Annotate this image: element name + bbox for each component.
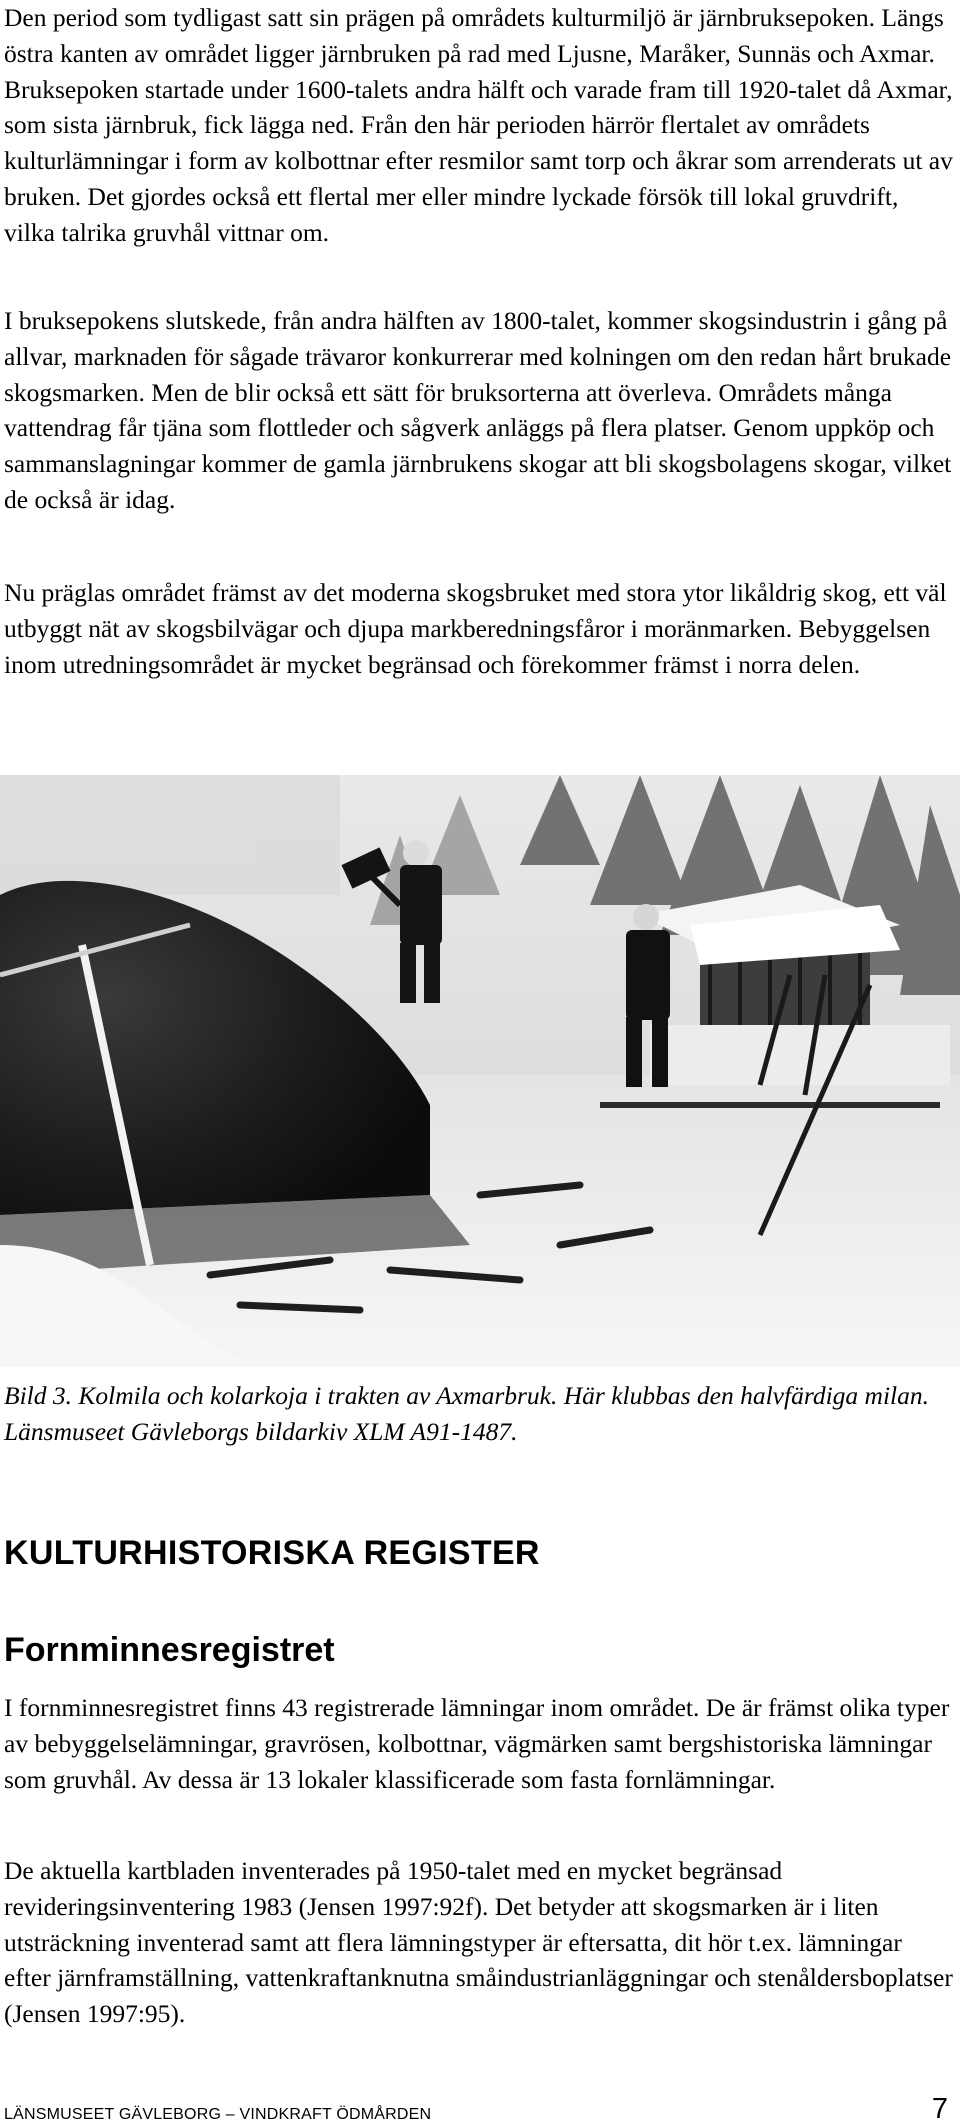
page-number: 7 [931, 2093, 948, 2125]
register-paragraph-1: I fornminnesregistret finns 43 registrerade lämningar inom området. De är främst olika typer av bebyggelselämningar, gravrösen, kolbottnar, vägmärken samt bergshistoriska lämningar som gruvhål. Av dessa är 13 lokaler klassificerade som fasta fornlämningar. [4, 1693, 950, 1794]
footer-publisher: LÄNSMUSEET GÄVLEBORG – VINDKRAFT ÖDMÅRDEN [4, 2106, 432, 2123]
section-heading: KULTURHISTORISKA REGISTER [4, 1534, 540, 1572]
figure-caption: Bild 3. Kolmila och kolarkoja i trakten av Axmarbruk. Här klubbas den halvfärdiga milan. Länsmuseet Gävleborgs bildarkiv XLM A91-1487. [4, 1381, 929, 1446]
register-paragraph-2: De aktuella kartbladen inventerades på 1950-talet med en mycket begränsad revideringsinventering 1983 (Jensen 1997:92f). Det betyder att skogsmarken är i liten utsträckning inventerad samt att flera lämningstyper är eftersatta, dit hör t.ex. lämningar efter järnframställning, vattenkraftanknutna småindustrianläggningar och stenåldersboplatser (Jensen 1997:95). [4, 1856, 953, 2029]
body-paragraph-1: Den period som tydligast satt sin prägen på områdets kulturmiljö är järnbruksepoken. Längs östra kanten av området ligger järnbruken på rad med Ljusne, Maråker, Sunnäs och Axmar. Bruksepoken startade under 1600-talets andra hälft och varade fram till 1920-talet då Axmar, som sista järnbruk, fick lägga ned. Från den här perioden härrör flertalet av områdets kulturlämningar i form av kolbottnar efter resmilor samt torp och åkrar som arrenderats ut av bruken. Det gjordes också ett flertal mer eller mindre lyckade försök till lokal gruvdrift, vilka talrika gruvhål vittnar om. [4, 3, 953, 247]
charcoal-kiln-photo [0, 775, 960, 1367]
body-paragraph-2: I bruksepokens slutskede, från andra hälften av 1800-talet, kommer skogsindustrin i gång på allvar, marknaden för sågade trävaror konkurrerar med kolningen om den redan hårt brukade skogsmarken. Men de blir också ett sätt för bruksorterna att överleva. Områdets många vattendrag får tjäna som flottleder och sågverk anläggs på flera platser. Genom uppköp och sammanslagningar kommer de gamla järnbrukens skogar att bli skogsbolagens skogar, vilket de också är idag. [4, 306, 952, 514]
section-subheading: Fornminnesregistret [4, 1631, 335, 1669]
body-paragraph-3: Nu präglas området främst av det moderna skogsbruket med stora ytor likåldrig skog, ett väl utbyggt nät av skogsbilvägar och djupa markberedningsfåror i moränmarken. Bebyggelsen inom utredningsområdet är mycket begränsad och förekommer främst i norra delen. [4, 578, 947, 679]
